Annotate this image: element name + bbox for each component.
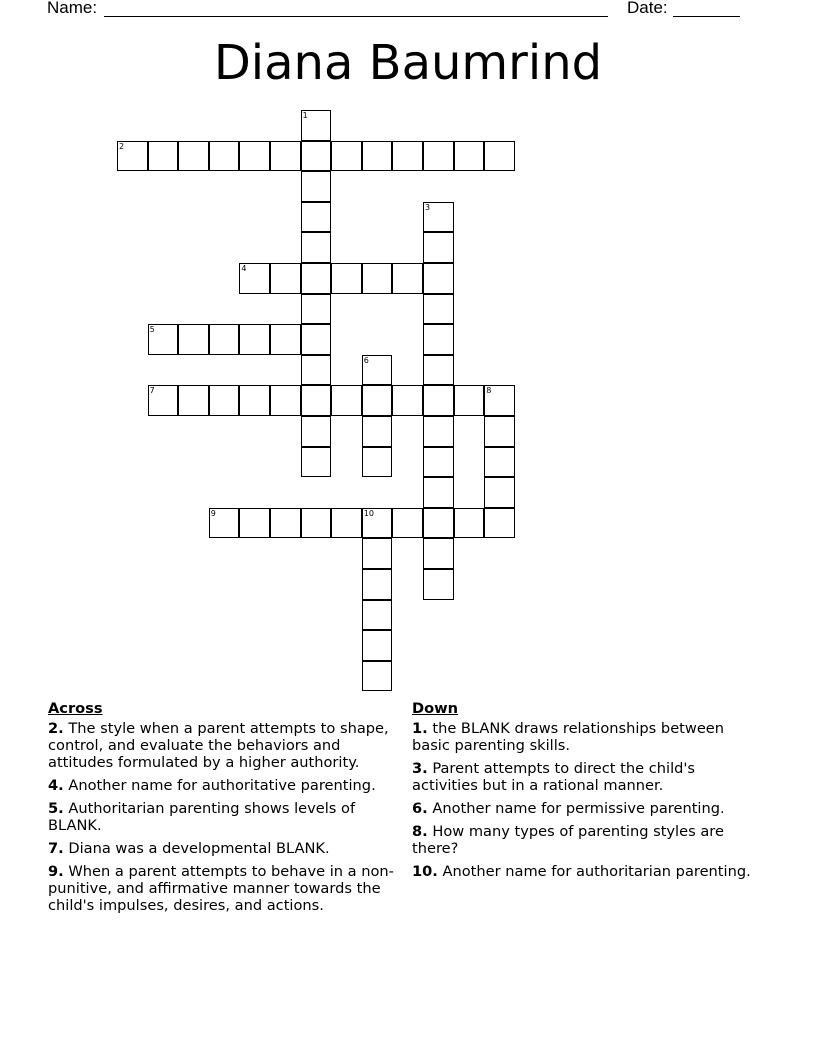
grid-cell[interactable] bbox=[239, 141, 270, 172]
grid-cell[interactable] bbox=[301, 110, 332, 141]
clue-number: 8 bbox=[486, 386, 492, 396]
grid-cell[interactable] bbox=[270, 324, 301, 355]
grid-cell[interactable] bbox=[209, 385, 240, 416]
clue-item-text: the BLANK draws relationships between basic parenting skills. bbox=[412, 720, 725, 754]
grid-cell[interactable] bbox=[178, 324, 209, 355]
grid-cell[interactable] bbox=[239, 385, 270, 416]
down-clue-list bbox=[412, 720, 762, 880]
grid-cell[interactable] bbox=[178, 385, 209, 416]
grid-cell[interactable] bbox=[423, 263, 454, 294]
grid-cell[interactable] bbox=[362, 661, 393, 692]
across-clues bbox=[48, 700, 408, 920]
clue-number: 10 bbox=[363, 508, 374, 518]
grid-cell[interactable] bbox=[301, 447, 332, 478]
grid-cell[interactable] bbox=[301, 294, 332, 325]
clue-item-number: 5. bbox=[48, 800, 64, 817]
clue-item bbox=[412, 720, 762, 754]
clue-item-text: Another name for authoritative parenting. bbox=[68, 777, 376, 794]
grid-cell[interactable] bbox=[362, 416, 393, 447]
clue-number: 3 bbox=[425, 202, 431, 212]
grid-cell[interactable] bbox=[178, 141, 209, 172]
grid-cell[interactable] bbox=[392, 263, 423, 294]
clue-number: 4 bbox=[241, 264, 247, 273]
grid-cell[interactable] bbox=[301, 232, 332, 263]
clue-item-text: Another name for permissive parenting. bbox=[432, 800, 725, 817]
grid-cell[interactable] bbox=[454, 141, 485, 172]
grid-cell[interactable] bbox=[423, 202, 454, 233]
clue-item bbox=[412, 800, 762, 817]
clue-item-number: 2. bbox=[48, 720, 64, 737]
across-heading: Across bbox=[48, 700, 103, 717]
clue-number: 5 bbox=[149, 325, 155, 335]
grid-cell[interactable] bbox=[301, 508, 332, 539]
grid-cell[interactable] bbox=[423, 538, 454, 569]
grid-cell[interactable] bbox=[362, 263, 393, 294]
grid-cell[interactable] bbox=[484, 416, 515, 447]
grid-cell[interactable] bbox=[209, 508, 240, 539]
grid-cell[interactable] bbox=[484, 385, 515, 416]
grid-cell[interactable] bbox=[209, 141, 240, 172]
grid-cell[interactable] bbox=[362, 569, 393, 600]
grid-cell[interactable] bbox=[423, 141, 454, 172]
clue-number: 2 bbox=[119, 141, 125, 151]
grid-cell[interactable] bbox=[301, 324, 332, 355]
grid-cell[interactable] bbox=[270, 385, 301, 416]
clue-item-text: How many types of parenting styles are there? bbox=[412, 823, 724, 857]
grid-cell[interactable] bbox=[239, 263, 270, 294]
grid-cell[interactable] bbox=[331, 508, 362, 539]
grid-cell[interactable] bbox=[423, 294, 454, 325]
grid-cell[interactable] bbox=[423, 324, 454, 355]
grid-cell[interactable] bbox=[392, 385, 423, 416]
grid-cell[interactable] bbox=[301, 385, 332, 416]
across-clue-list bbox=[48, 720, 408, 914]
clue-item-text: The style when a parent attempts to shape, control, and evaluate the behaviors and attitudes formulated by a higher authority. bbox=[48, 720, 389, 771]
clue-item bbox=[48, 800, 408, 834]
grid-cell[interactable] bbox=[362, 508, 393, 539]
grid-cell[interactable] bbox=[301, 202, 332, 233]
grid-cell[interactable] bbox=[484, 447, 515, 478]
clue-item bbox=[48, 840, 408, 857]
grid-cell[interactable] bbox=[209, 324, 240, 355]
clue-item-text: Diana was a developmental BLANK. bbox=[68, 840, 330, 857]
clue-item bbox=[412, 863, 762, 880]
name-label: Name: bbox=[47, 0, 98, 17]
clue-item-number: 7. bbox=[48, 840, 64, 857]
grid-cell[interactable] bbox=[301, 416, 332, 447]
grid-cell[interactable] bbox=[423, 477, 454, 508]
grid-cell[interactable] bbox=[454, 508, 485, 539]
grid-cell[interactable] bbox=[362, 355, 393, 386]
grid-cell[interactable] bbox=[423, 416, 454, 447]
grid-cell[interactable] bbox=[362, 538, 393, 569]
down-clues bbox=[412, 700, 762, 886]
grid-cell[interactable] bbox=[148, 141, 179, 172]
clue-item-text: Parent attempts to direct the child's activities but in a rational manner. bbox=[412, 760, 696, 794]
grid-cell[interactable] bbox=[270, 263, 301, 294]
grid-cell[interactable] bbox=[423, 508, 454, 539]
grid-cell[interactable] bbox=[148, 385, 179, 416]
grid-cell[interactable] bbox=[362, 630, 393, 661]
clue-item-text: When a parent attempts to behave in a non-punitive, and affirmative manner towards the child's impulses, desires, and actions. bbox=[48, 863, 394, 914]
grid-cell[interactable] bbox=[148, 324, 179, 355]
grid-cell[interactable] bbox=[454, 385, 485, 416]
date-label: Date: bbox=[627, 0, 668, 17]
grid-cell[interactable] bbox=[301, 355, 332, 386]
clue-item-text: Another name for authoritarian parenting. bbox=[442, 863, 751, 880]
grid-cell[interactable] bbox=[423, 355, 454, 386]
clue-item-number: 4. bbox=[48, 777, 64, 794]
grid-cell[interactable] bbox=[301, 171, 332, 202]
grid-cell[interactable] bbox=[423, 447, 454, 478]
clue-number: 9 bbox=[210, 508, 216, 518]
clue-item-number: 8. bbox=[412, 823, 428, 840]
grid-cell[interactable] bbox=[270, 141, 301, 172]
grid-cell[interactable] bbox=[331, 263, 362, 294]
clue-number: 1 bbox=[302, 111, 308, 120]
clue-item bbox=[412, 760, 762, 794]
grid-cell[interactable] bbox=[392, 141, 423, 172]
page-title: Diana Baumrind bbox=[213, 35, 603, 91]
grid-cell[interactable] bbox=[301, 141, 332, 172]
grid-cell[interactable] bbox=[484, 141, 515, 172]
grid-cell[interactable] bbox=[362, 600, 393, 631]
grid-cell[interactable] bbox=[331, 141, 362, 172]
clue-item-number: 9. bbox=[48, 863, 64, 880]
grid-cell[interactable] bbox=[423, 569, 454, 600]
grid-cell[interactable] bbox=[423, 232, 454, 263]
grid-cell[interactable] bbox=[117, 141, 148, 172]
grid-cell[interactable] bbox=[362, 141, 393, 172]
grid-cell[interactable] bbox=[392, 508, 423, 539]
clue-item bbox=[412, 823, 762, 857]
grid-cell[interactable] bbox=[484, 477, 515, 508]
grid-cell[interactable] bbox=[301, 263, 332, 294]
grid-cell[interactable] bbox=[484, 508, 515, 539]
clue-item-number: 1. bbox=[412, 720, 428, 737]
grid-cell[interactable] bbox=[331, 385, 362, 416]
grid-cell[interactable] bbox=[239, 508, 270, 539]
down-heading: Down bbox=[412, 700, 459, 717]
clue-item bbox=[48, 863, 408, 914]
grid-cell[interactable] bbox=[362, 447, 393, 478]
clue-number: 7 bbox=[149, 386, 155, 396]
grid-cell[interactable] bbox=[270, 508, 301, 539]
clue-item-number: 10. bbox=[412, 863, 438, 880]
clue-item-number: 6. bbox=[412, 800, 428, 817]
grid-cell[interactable] bbox=[362, 385, 393, 416]
clue-item-number: 3. bbox=[412, 760, 428, 777]
clue-item bbox=[48, 777, 408, 794]
clue-number: 6 bbox=[363, 355, 369, 365]
clue-item-text: Authoritarian parenting shows levels of BLANK. bbox=[48, 800, 356, 834]
clue-item bbox=[48, 720, 408, 771]
grid-cell[interactable] bbox=[239, 324, 270, 355]
grid-cell[interactable] bbox=[423, 385, 454, 416]
